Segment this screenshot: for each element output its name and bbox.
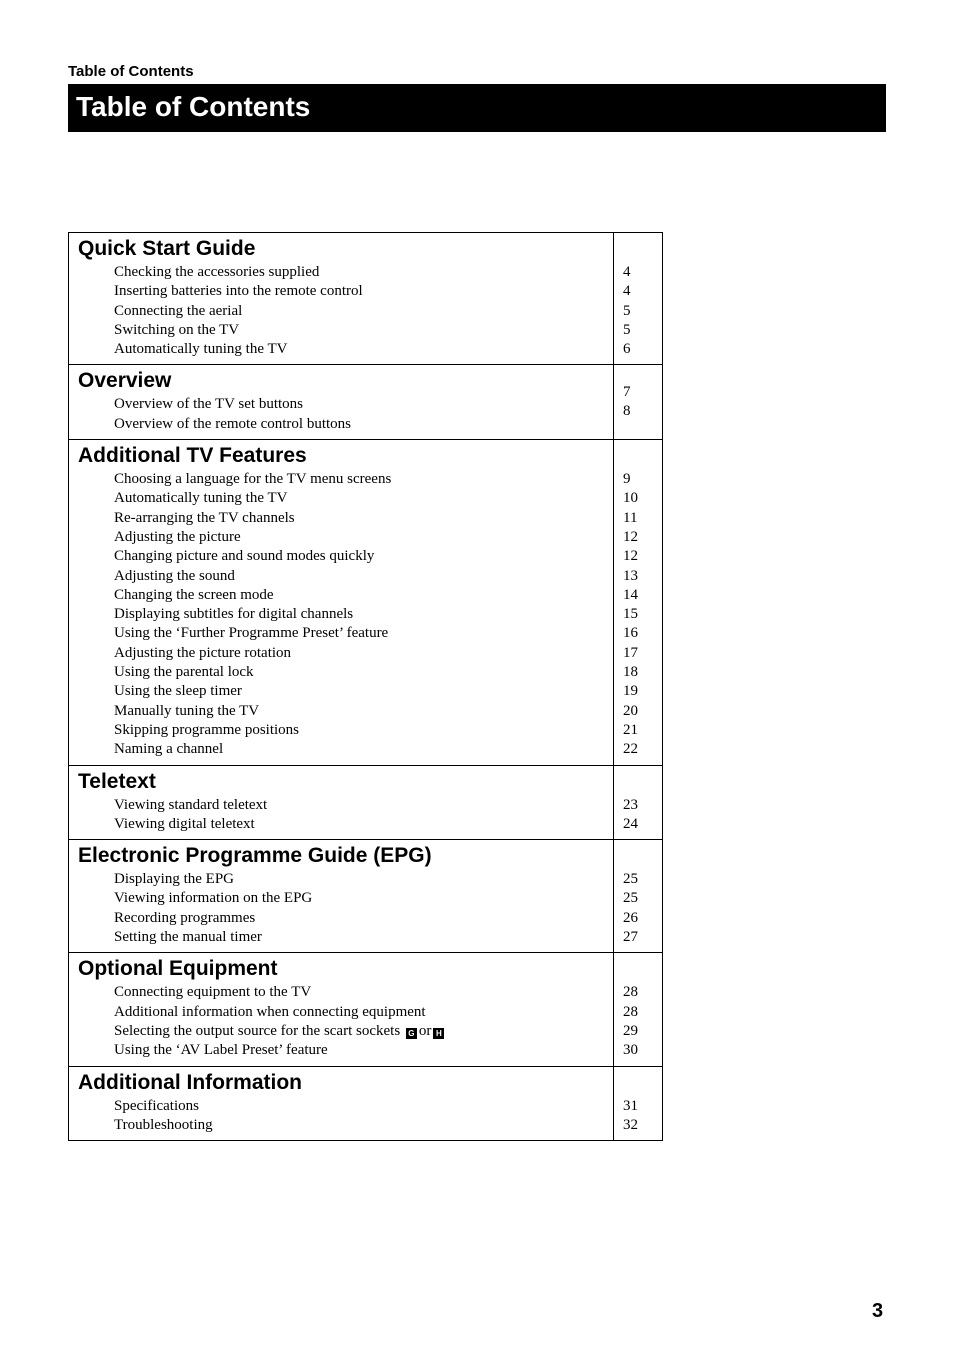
toc-section-main (69, 233, 614, 364)
section-title: Additional Information (78, 1070, 302, 1094)
entry-page-number[interactable]: 24 (623, 815, 638, 832)
entry-text: Adjusting the sound (114, 567, 235, 584)
entry-text: Additional information when connecting equipment (114, 1003, 426, 1020)
toc-entry[interactable] (114, 909, 613, 928)
page-list (623, 870, 662, 947)
entry-text: Overview of the remote control buttons (114, 415, 352, 432)
entry-page-number[interactable]: 8 (623, 403, 631, 420)
entry-text: Displaying the EPG (114, 871, 234, 888)
entry-page-number[interactable]: 26 (623, 909, 638, 926)
entry-text: Specifications (114, 1097, 199, 1114)
page-list (623, 983, 662, 1060)
toc-section-pages (614, 953, 662, 1065)
toc-entry[interactable] (114, 470, 613, 489)
entry-page-number[interactable]: 16 (623, 625, 638, 642)
toc-entry[interactable] (114, 340, 613, 359)
entry-page-number[interactable]: 5 (623, 302, 631, 319)
entry-page-number[interactable]: 11 (623, 509, 638, 526)
toc-section-main (69, 440, 614, 764)
toc-entry[interactable] (114, 509, 613, 528)
entry-page-number[interactable]: 15 (623, 606, 638, 623)
scart-g-icon: G (406, 1028, 417, 1039)
entry-text: Adjusting the picture rotation (114, 644, 292, 661)
entry-text: Naming a channel (114, 741, 224, 758)
section-title: Teletext (78, 769, 156, 793)
section-title: Optional Equipment (78, 957, 278, 981)
toc-entry[interactable] (114, 489, 613, 508)
toc-entry[interactable] (114, 796, 613, 815)
toc-section-main (69, 766, 614, 840)
toc-entry[interactable] (114, 702, 613, 721)
entry-text: Switching on the TV (114, 321, 240, 338)
entry-page-number[interactable]: 32 (623, 1116, 638, 1133)
entry-page-number[interactable]: 7 (623, 383, 631, 400)
toc-entry[interactable] (114, 1003, 613, 1022)
toc-entry[interactable] (114, 528, 613, 547)
toc-entry[interactable] (114, 870, 613, 889)
running-head: Table of Contents (68, 63, 194, 80)
section-title: Electronic Programme Guide (EPG) (78, 844, 432, 868)
toc-entry[interactable] (114, 721, 613, 740)
entry-page-number[interactable]: 29 (623, 1022, 638, 1039)
entry-text: Using the sleep timer (114, 683, 242, 700)
entry-text: Checking the accessories supplied (114, 264, 320, 280)
page-list (623, 1097, 662, 1136)
toc-entry[interactable] (114, 624, 613, 643)
entry-list (78, 983, 613, 1060)
toc-section (69, 364, 662, 439)
entry-page-number[interactable]: 27 (623, 929, 638, 946)
entry-page-number[interactable]: 14 (623, 586, 638, 603)
entry-text: Connecting the aerial (114, 302, 243, 319)
toc-section-main (69, 953, 614, 1065)
entry-text: Viewing digital teletext (114, 815, 255, 832)
toc-entry[interactable] (114, 928, 613, 947)
entry-page-number[interactable]: 28 (623, 984, 638, 1001)
entry-page-number[interactable]: 4 (623, 283, 631, 300)
toc-entry[interactable] (114, 321, 613, 340)
entry-text: Inserting batteries into the remote control (114, 283, 363, 300)
toc-section-main (69, 840, 614, 952)
toc-section (69, 839, 662, 952)
entry-list (78, 263, 613, 359)
toc-section-pages (614, 440, 662, 764)
entry-page-number[interactable]: 28 (623, 1003, 638, 1020)
entry-page-number[interactable]: 30 (623, 1042, 638, 1059)
toc-entry[interactable] (114, 1041, 613, 1060)
scart-h-icon: H (433, 1028, 444, 1039)
entry-list (78, 796, 613, 835)
entry-page-number[interactable]: 12 (623, 528, 638, 545)
entry-list (78, 1097, 613, 1136)
toc-entry[interactable] (114, 302, 613, 321)
toc-entry[interactable] (114, 889, 613, 908)
entry-text: Using the parental lock (114, 664, 254, 681)
entry-text: Automatically tuning the TV (114, 490, 288, 507)
toc-section-pages (614, 1067, 662, 1141)
entry-page-number[interactable]: 10 (623, 490, 638, 507)
toc-entry[interactable] (114, 644, 613, 663)
entry-text: Adjusting the picture (114, 528, 241, 545)
entry-text: Automatically tuning the TV (114, 341, 288, 358)
entry-page-number[interactable]: 18 (623, 664, 638, 681)
toc-entry[interactable] (114, 663, 613, 682)
entry-page-number[interactable]: 9 (623, 471, 631, 488)
toc-section-main (69, 1067, 614, 1141)
entry-page-number[interactable]: 25 (623, 890, 638, 907)
toc-section-pages (614, 840, 662, 952)
entry-joiner: or (418, 1022, 432, 1039)
section-title: Overview (78, 369, 172, 393)
entry-text: Manually tuning the TV (114, 702, 260, 719)
toc-entry[interactable] (114, 282, 613, 301)
toc-table (68, 232, 663, 1141)
toc-section-pages (614, 233, 662, 364)
toc-section-pages (614, 365, 662, 439)
entry-text: Connecting equipment to the TV (114, 984, 312, 1001)
entry-list (78, 395, 613, 434)
toc-entry[interactable] (114, 547, 613, 566)
toc-section (69, 233, 662, 364)
page-number: 3 (872, 1300, 884, 1322)
entry-page-number[interactable]: 19 (623, 683, 638, 700)
toc-section (69, 952, 662, 1065)
entry-text: Using the ‘Further Programme Preset’ feature (114, 625, 389, 642)
entry-page-number[interactable]: 25 (623, 871, 638, 888)
toc-entry[interactable] (114, 415, 613, 434)
entry-text: Viewing information on the EPG (114, 890, 313, 907)
entry-page-number[interactable]: 12 (623, 548, 638, 565)
entry-list (78, 870, 613, 947)
toc-section (69, 765, 662, 840)
entry-page-number[interactable]: 5 (623, 321, 631, 338)
entry-text: Selecting the output source for the scart sockets (114, 1022, 401, 1039)
entry-page-number[interactable]: 31 (623, 1097, 638, 1114)
page-title: Table of Contents (68, 84, 886, 132)
toc-section-main (69, 365, 614, 439)
toc-entry[interactable] (114, 395, 613, 414)
entry-text: Changing the screen mode (114, 586, 274, 603)
entry-page-number[interactable]: 20 (623, 702, 638, 719)
toc-entry[interactable] (114, 740, 613, 759)
entry-text: Overview of the TV set buttons (114, 396, 304, 413)
entry-text: Setting the manual timer (114, 929, 262, 946)
toc-entry[interactable] (114, 567, 613, 586)
toc-entry[interactable] (114, 1116, 613, 1135)
section-title: Additional TV Features (78, 444, 307, 468)
entry-page-number[interactable]: 6 (623, 341, 631, 358)
entry-list (78, 470, 613, 759)
toc-section-pages (614, 766, 662, 840)
entry-page-number[interactable]: 22 (623, 741, 638, 758)
toc-section (69, 1066, 662, 1141)
toc-entry[interactable] (114, 682, 613, 701)
toc-entry[interactable] (114, 983, 613, 1002)
toc-entry[interactable] (114, 263, 613, 282)
entry-text: Skipping programme positions (114, 721, 299, 738)
entry-page-number[interactable]: 13 (623, 567, 638, 584)
toc-entry[interactable] (114, 605, 613, 624)
entry-text: Troubleshooting (114, 1116, 213, 1133)
entry-text: Choosing a language for the TV menu screens (114, 471, 392, 488)
section-title: Quick Start Guide (78, 237, 256, 260)
toc-entry[interactable] (114, 586, 613, 605)
entry-text: Re-arranging the TV channels (114, 509, 295, 526)
toc-entry[interactable] (114, 815, 613, 834)
entry-page-number[interactable]: 21 (623, 721, 638, 738)
entry-text: Recording programmes (114, 909, 256, 926)
page-list (623, 383, 662, 422)
page-list (623, 470, 662, 759)
entry-text: Viewing standard teletext (114, 796, 268, 813)
entry-text: Displaying subtitles for digital channels (114, 606, 354, 623)
toc-entry[interactable] (114, 1097, 613, 1116)
page-list (623, 263, 662, 359)
entry-page-number[interactable]: 17 (623, 644, 638, 661)
entry-text: Using the ‘AV Label Preset’ feature (114, 1042, 328, 1059)
toc-entry[interactable] (114, 1022, 613, 1041)
entry-text: Changing picture and sound modes quickly (114, 548, 375, 565)
toc-section (69, 439, 662, 764)
entry-page-number[interactable]: 23 (623, 796, 638, 813)
page-list (623, 796, 662, 835)
entry-page-number[interactable]: 4 (623, 264, 631, 280)
